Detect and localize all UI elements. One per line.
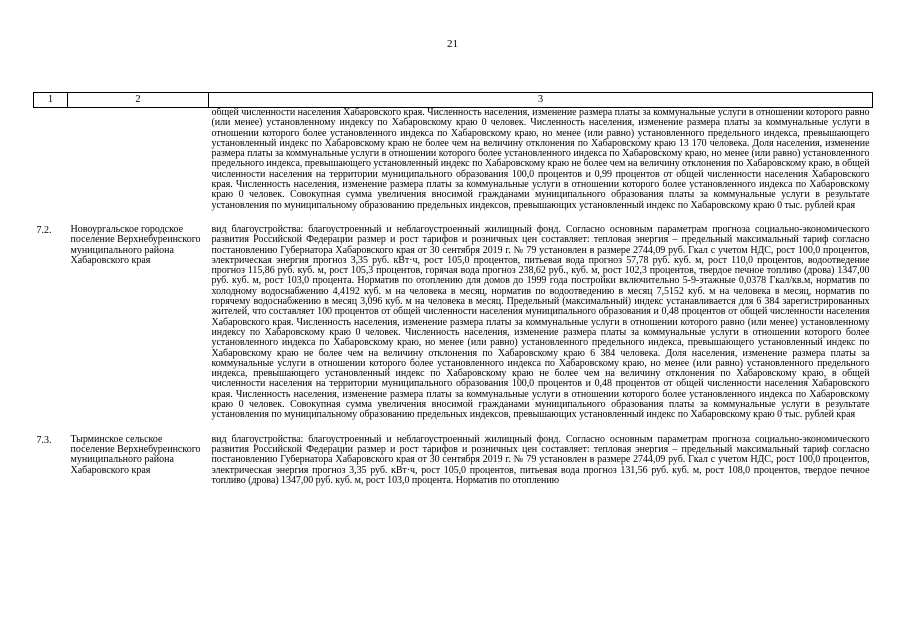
continuation-text: общей численности населения Хабаровского края. Численность населения, изменение размера платы за коммунальные услуги в отношении которого равно (или менее) установленному индексу по Хабаровскому краю 0 человек. Численность населения, изменение размера платы за коммунальные услуги в отношении которого более установленного индекса по Хабаровскому краю, но менее (или равно) установленного предельного индекса, превышающего установленный индекс по Хабаровскому краю не более чем на величину отклонения по Хабаровскому краю 13 170 человека. Доля населения, изменение размера платы за коммунальные услуги в отношении которого более установленного индекса по Хабаровскому краю, но менее (или равно) установленного предельного индекса, превышающего установленный индекс по Хабаровскому краю не более чем на величину отклонения по Хабаровскому краю, в общей численности населения на территории муниципального образования 100,0 процентов и 0,99 процентов от общей численности населения Хабаровского края. Численность населения, изменение размера платы за коммунальные услуги в отношении которого более установленного индекса по Хабаровскому краю 0 человек. Совокупная сумма увеличения вносимой гражданами муниципального образования платы за коммунальные услуги в результате установления по муниципальному образованию предельных индексов, превышающих установленный индекс по Хабаровскому краю 0 тыс. рублей края (211, 107, 870, 211)
table-row (34, 225, 873, 421)
row-description: вид благоустройства: благоустроенный и неблагоустроенный жилищный фонд. Согласно основным параметрам прогноза социально-экономического развития Российской Федерации размер и рост тарифов и розничных цен составляет: тепловая энергия – предельный максимальный тариф согласно постановлению Губернатора Хабаровского края от 30 сентября 2019 г. № 79 установлен в размере 2744,09 руб. Гкал с учетом НДС, рост 100,0 процентов, электрическая энергия прогноз 3,35 руб. кВт·ч, рост 105,0 процентов, питьевая вода прогноз 57,78 руб. куб. м, рост 110,0 процентов, водоотведение прогноз 115,86 руб. куб. м, рост 105,3 процентов, горячая вода прогноз 238,62 руб., куб. м, рост 102,3 процентов, твердое печное топливо (дрова) 1347,00 руб. куб. м, рост 103,0 процента. Норматив по отоплению для домов до 1999 года постройки включительно 5-9-этажные 0,0378 Гкал/кв.м, норматив по холодному водоснабжению 4,4192 куб. м на человека в месяц, норматив по водоотведению в месяц 7,5152 куб. м на человека в месяц, норматив по горячему водоснабжению в месяц 3,096 куб. м на человека в месяц. Предельный (максимальный) индекс устанавливается для 6 384 зарегистрированных жителей, что составляет 100 процентов от общей численности населения муниципального образования и 0,48 процентов от общей численности населения Хабаровского края. Численность населения, изменение размера платы за коммунальные услуги в отношении которого равно (или менее) установленному индексу по Хабаровскому краю 0 человек. Численность населения, изменение размера платы за коммунальные услуги в отношении которого более установленного индекса по Хабаровскому краю, но менее (или равно) установленного предельного индекса, превышающего установленный индекс по Хабаровскому краю не более чем на величину отклонения по Хабаровскому краю 6 384 человека. Доля населения, изменение размера платы за коммунальные услуги в отношении которого более установленного индекса по Хабаровскому краю, но менее (или равно) установленного предельного индекса, превышающего установленный индекс по Хабаровскому краю не более чем на величину отклонения по Хабаровскому краю, в общей численности населения на территории муниципального образования 100,0 процентов и 0,48 процентов от общей численности населения Хабаровского края. Численность населения, изменение размера платы за коммунальные услуги в отношении которого более установленного индекса по Хабаровскому краю 0 человек. Совокупная сумма увеличения вносимой гражданами муниципального образования платы за коммунальные услуги в результате установления по муниципальному образованию предельных индексов, превышающих установленный индекс по Хабаровскому краю 0 тыс. рублей края (211, 223, 870, 421)
table-header-row (34, 93, 873, 108)
table-row (34, 435, 873, 486)
municipality-name: Тырминское сельское поселение Верхнебуреинского муниципального района Хабаровского края (70, 433, 201, 476)
document-table (33, 92, 873, 486)
header-col-2: 2 (68, 93, 209, 108)
page-number: 21 (447, 38, 458, 50)
row-number: 7.3. (36, 434, 52, 446)
table-row (34, 108, 873, 211)
municipality-name: Новоургальское городское поселение Верхнебуреинского муниципального района Хабаровского края (70, 223, 201, 266)
row-number: 7.2. (36, 224, 52, 236)
header-col-3: 3 (209, 93, 873, 108)
header-col-1: 1 (34, 93, 68, 108)
row-description: вид благоустройства: благоустроенный и неблагоустроенный жилищный фонд. Согласно основным параметрам прогноза социально-экономического развития Российской Федерации размер и рост тарифов и розничных цен составляет: тепловая энергия – предельный максимальный тариф согласно постановлению Губернатора Хабаровского края от 30 сентября 2019 г. № 79 установлен в размере 2744,09 руб. Гкал с учетом НДС, рост 100,0 процентов, электрическая энергия прогноз 3,35 руб. кВт·ч, рост 105,0 процентов, питьевая вода прогноз 131,56 руб. куб. м, рост 108,0 процентов, твердое печное топливо (дрова) 1347,00 руб. куб. м, рост 103,0 процента. Норматив по отоплению (211, 433, 870, 486)
